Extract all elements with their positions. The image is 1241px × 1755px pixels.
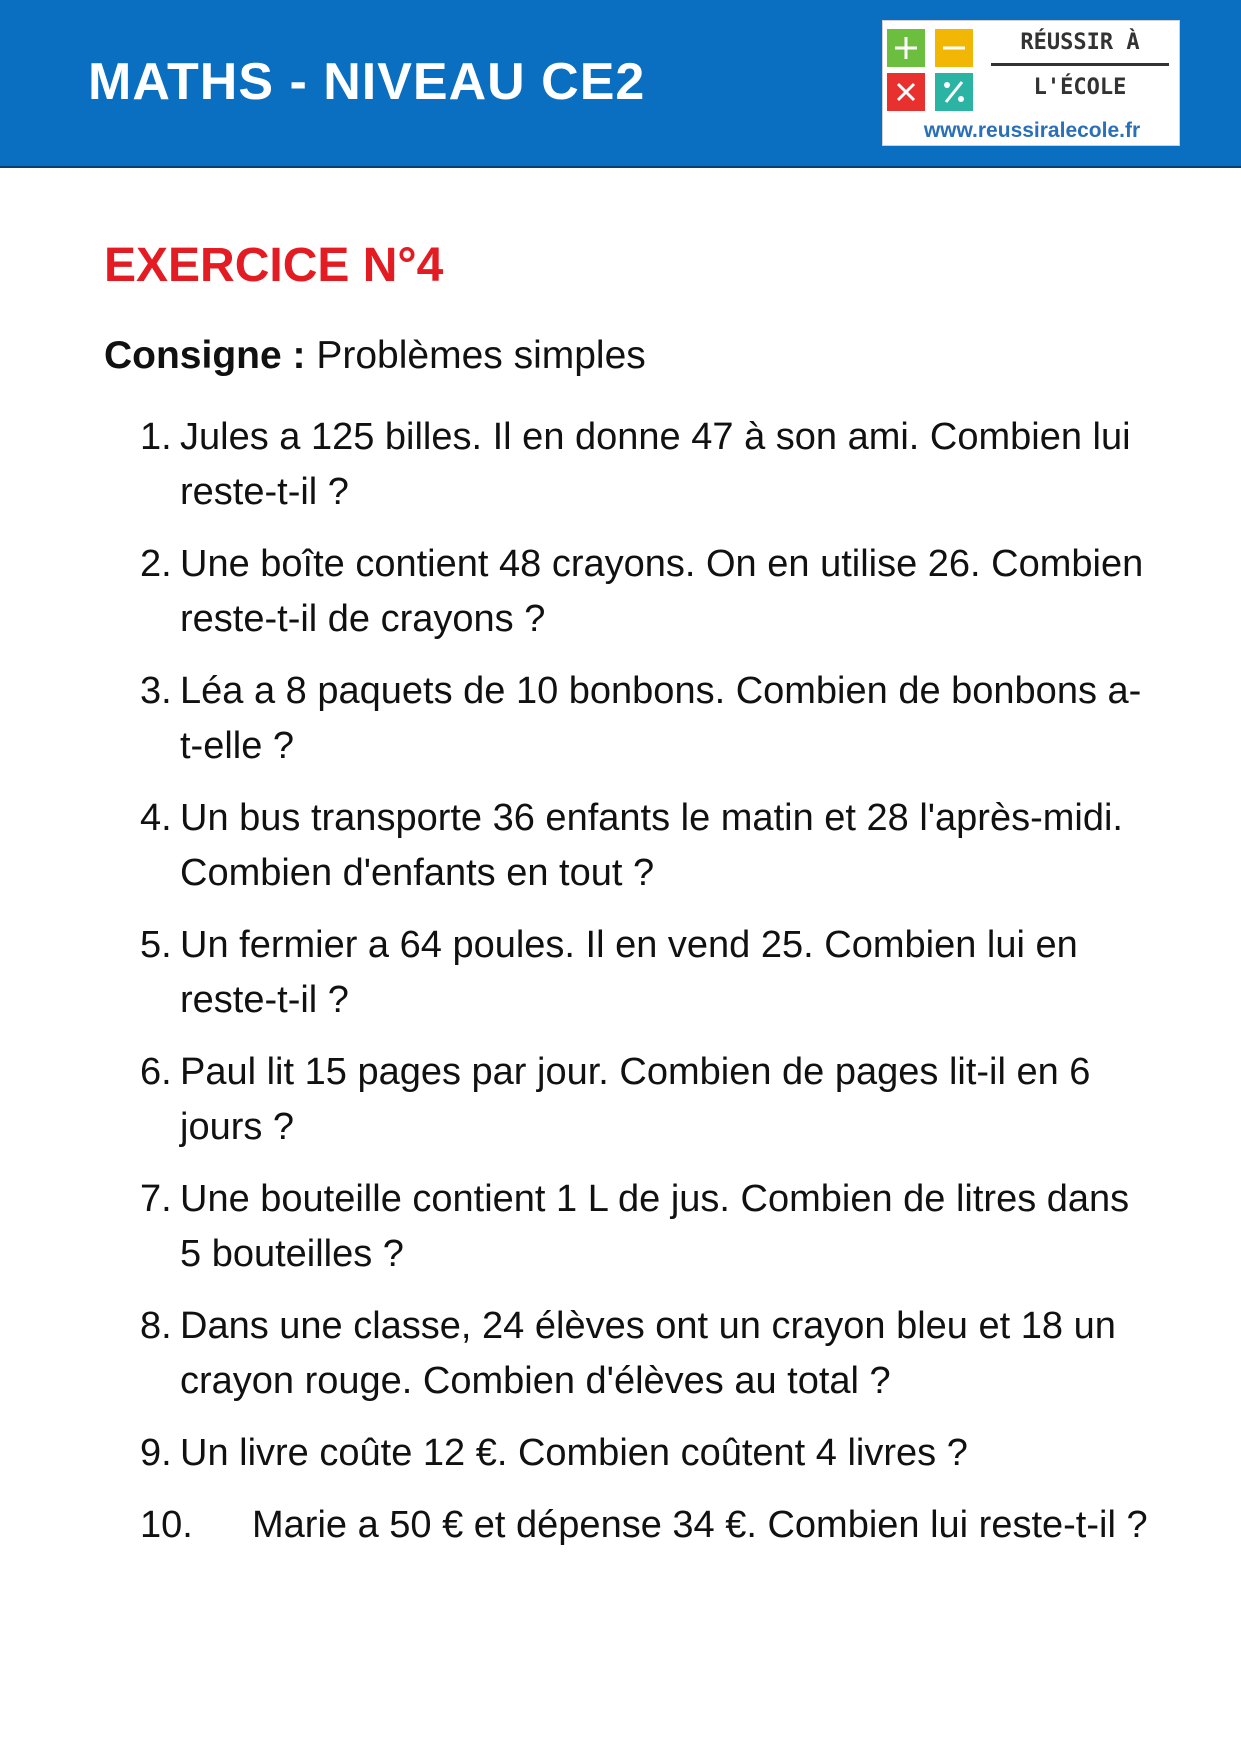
instruction-label: Consigne : xyxy=(104,334,306,377)
problem-item xyxy=(140,1299,1160,1409)
problem-number: 9. xyxy=(140,1432,172,1474)
problem-text: Une bouteille contient 1 L de jus. Combien de litres dans 5 bouteilles ? xyxy=(180,1178,1130,1275)
plus-icon xyxy=(887,29,925,67)
problem-number: 4. xyxy=(140,797,172,839)
problem-text: Léa a 8 paquets de 10 bonbons. Combien de bonbons a-t-elle ? xyxy=(180,670,1142,767)
problem-list xyxy=(140,410,1160,1570)
problem-text: Un fermier a 64 poules. Il en vend 25. Combien lui en reste-t-il ? xyxy=(180,924,1078,1021)
problem-text: Une boîte contient 48 crayons. On en utilise 26. Combien reste-t-il de crayons ? xyxy=(180,543,1144,640)
problem-item xyxy=(140,410,1160,520)
percent-icon xyxy=(935,73,973,111)
problem-item xyxy=(140,791,1160,901)
problem-text: Dans une classe, 24 élèves ont un crayon bleu et 18 un crayon rouge. Combien d'élèves au total ? xyxy=(180,1305,1116,1402)
header-title: MATHS - NIVEAU CE2 xyxy=(88,53,646,111)
problem-text: Un bus transporte 36 enfants le matin et 28 l'après-midi. Combien d'enfants en tout ? xyxy=(180,797,1123,894)
problem-number: 3. xyxy=(140,670,172,712)
problem-number: 8. xyxy=(140,1305,172,1347)
page-header xyxy=(0,0,1241,168)
times-icon xyxy=(887,73,925,111)
problem-text: Paul lit 15 pages par jour. Combien de pages lit-il en 6 jours ? xyxy=(180,1051,1091,1148)
problem-item xyxy=(140,1045,1160,1155)
logo-brand-line2: L'ÉCOLE xyxy=(1033,75,1127,100)
problem-item xyxy=(140,1172,1160,1282)
problem-number: 2. xyxy=(140,543,172,585)
instruction xyxy=(104,334,646,378)
problem-text: Jules a 125 billes. Il en donne 47 à son ami. Combien lui reste-t-il ? xyxy=(180,416,1131,513)
problem-number: 6. xyxy=(140,1051,172,1093)
problem-item xyxy=(140,664,1160,774)
problem-item xyxy=(140,1498,1160,1553)
logo-brand xyxy=(991,29,1169,102)
problem-item xyxy=(140,537,1160,647)
logo-brand-line1: RÉUSSIR À xyxy=(991,29,1169,66)
problem-number: 10. xyxy=(140,1504,193,1546)
problem-text: Marie a 50 € et dépense 34 €. Combien lui reste-t-il ? xyxy=(252,1504,1148,1546)
logo xyxy=(882,20,1180,146)
exercise-title: EXERCICE N°4 xyxy=(104,239,444,292)
instruction-text: Problèmes simples xyxy=(316,334,646,377)
problem-number: 5. xyxy=(140,924,172,966)
logo-url[interactable]: www.reussiralecole.fr xyxy=(923,119,1141,142)
minus-icon xyxy=(935,29,973,67)
problem-number: 1. xyxy=(140,416,172,458)
problem-item xyxy=(140,918,1160,1028)
problem-item xyxy=(140,1426,1160,1481)
problem-text: Un livre coûte 12 €. Combien coûtent 4 livres ? xyxy=(180,1432,968,1474)
problem-number: 7. xyxy=(140,1178,172,1220)
